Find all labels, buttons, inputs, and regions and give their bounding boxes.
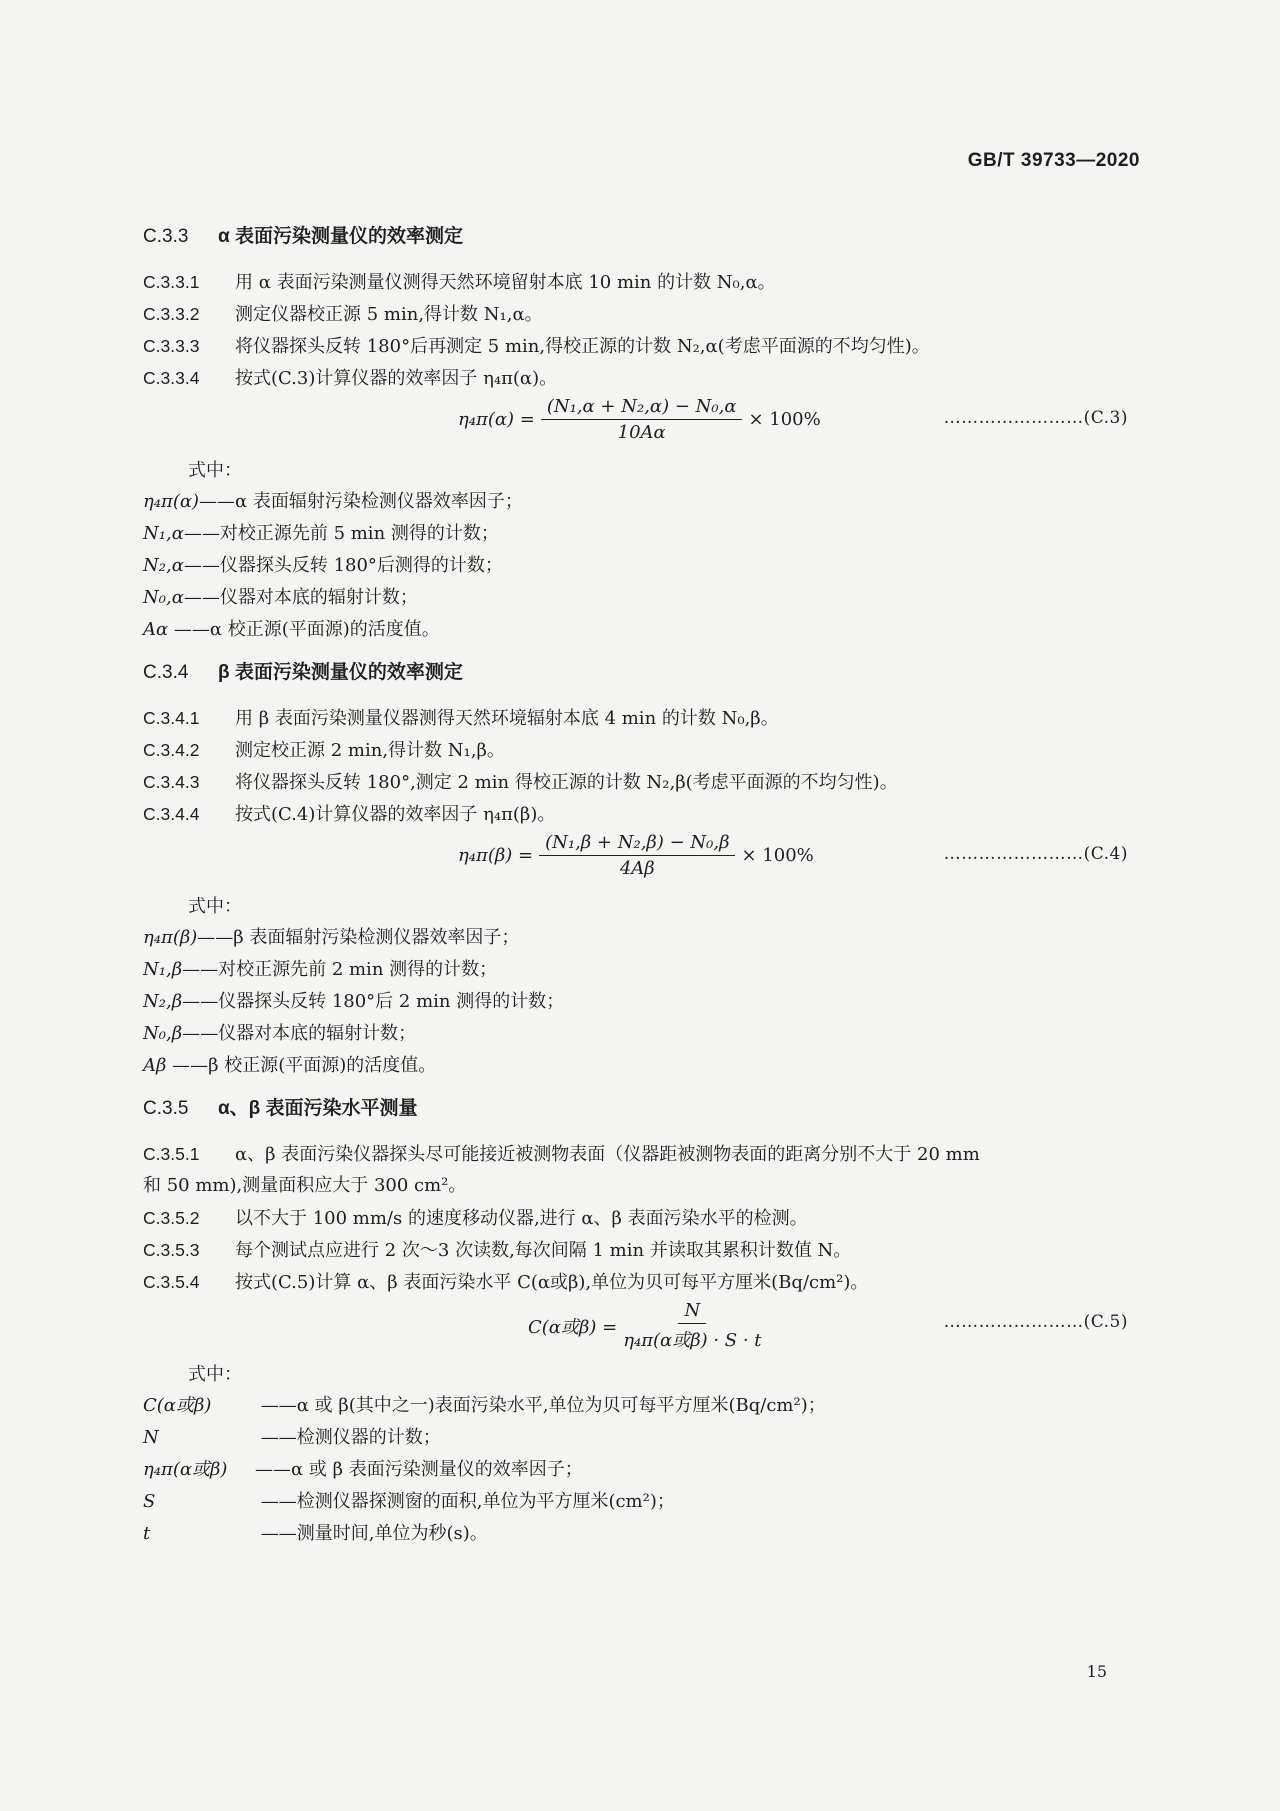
definition <box>143 1018 1140 1050</box>
definition-text: ——α 或 β 表面污染测量仪的效率因子； <box>255 1459 583 1480</box>
section-c33 <box>143 222 1140 646</box>
formula-fraction <box>541 396 743 443</box>
definition-text: ——仪器探头反转 180°后 2 min 测得的计数； <box>182 991 565 1012</box>
equation-number: ……………………(C.4) <box>943 844 1128 864</box>
definition <box>143 614 1140 646</box>
clause <box>143 298 1140 330</box>
definition-text: ——α 校正源(平面源)的活度值。 <box>168 619 440 640</box>
definition <box>143 1454 1140 1486</box>
formula-c5 <box>143 1298 1140 1360</box>
definition <box>143 550 1140 582</box>
section-number: C.3.3 <box>143 226 189 247</box>
clause-number: C.3.5.1 <box>143 1144 200 1164</box>
definition-symbol: N₁,α <box>143 523 184 544</box>
main-content <box>143 222 1140 1562</box>
page-number: 15 <box>1086 1662 1107 1681</box>
definition-text: ——检测仪器的计数； <box>255 1427 441 1448</box>
clause-text: 用 α 表面污染测量仪测得天然环境留射本底 10 min 的计数 N₀,α。 <box>235 272 776 293</box>
section-heading <box>143 658 1140 688</box>
standard-code: GB/T 39733—2020 <box>967 150 1140 171</box>
clause-number: C.3.4.3 <box>143 772 200 792</box>
where-label: 式中： <box>188 460 242 481</box>
clause-number: C.3.3.3 <box>143 336 200 356</box>
where-label: 式中： <box>188 896 242 917</box>
formula-lhs: C(α或β) = <box>528 1317 618 1338</box>
definition-symbol: η₄π(α或β) <box>143 1459 228 1480</box>
definition <box>143 954 1140 986</box>
definition-text: ——α 或 β(其中之一)表面污染水平,单位为贝可每平方厘米(Bq/cm²)； <box>255 1395 826 1416</box>
definition <box>143 582 1140 614</box>
clause-number: C.3.3.1 <box>143 272 200 292</box>
formula-denominator: 10Aα <box>617 422 666 443</box>
formula-denominator: 4Aβ <box>619 858 655 879</box>
definition-text: ——检测仪器探测窗的面积,单位为平方厘米(cm²)； <box>255 1491 675 1512</box>
definition-text: ——对校正源先前 2 min 测得的计数； <box>182 959 498 980</box>
definition-text: ——对校正源先前 5 min 测得的计数； <box>183 523 499 544</box>
formula-fraction <box>623 1300 761 1352</box>
clause <box>143 1266 1140 1298</box>
definition-symbol: C(α或β) <box>143 1395 212 1416</box>
formula-lhs: η₄π(β) = <box>458 845 534 866</box>
clause-number: C.3.4.4 <box>143 804 200 824</box>
clause <box>143 734 1140 766</box>
clause-text: α、β 表面污染仪器探头尽可能接近被测物表面（仪器距被测物表面的距离分别不大于 20 mm <box>235 1144 980 1165</box>
section-c35 <box>143 1094 1140 1550</box>
clause-number: C.3.4.1 <box>143 708 200 728</box>
formula-c3 <box>143 394 1140 456</box>
definition <box>143 1422 1140 1454</box>
definition-symbol: N₂,α <box>143 555 184 576</box>
formula-denominator: η₄π(α或β) · S · t <box>623 1330 762 1351</box>
definition <box>143 1050 1140 1082</box>
clause-text: 用 β 表面污染测量仪器测得天然环境辐射本底 4 min 的计数 N₀,β。 <box>235 708 779 729</box>
clause <box>143 766 1140 798</box>
clause-number: C.3.5.3 <box>143 1240 200 1260</box>
definition-symbol: S <box>143 1491 156 1512</box>
section-heading <box>143 1094 1140 1124</box>
formula-fraction <box>539 832 735 879</box>
clause-text: 测定校正源 2 min,得计数 N₁,β。 <box>235 740 505 761</box>
definition-symbol: t <box>143 1523 151 1544</box>
clause <box>143 330 1140 362</box>
formula-numerator: (N₁,α + N₂,α) − N₀,α <box>541 396 743 420</box>
clause-text: 将仪器探头反转 180°,测定 2 min 得校正源的计数 N₂,β(考虑平面源的不均匀性)。 <box>235 772 898 793</box>
equation-number: ……………………(C.5) <box>943 1312 1128 1332</box>
definition-text: ——测量时间,单位为秒(s)。 <box>255 1523 488 1544</box>
definition <box>143 1486 1140 1518</box>
definition-symbol: η₄π(β) <box>143 927 198 948</box>
clause <box>143 1234 1140 1266</box>
definition-symbol: N₀,β <box>143 1023 183 1044</box>
formula-c4 <box>143 830 1140 892</box>
definition-symbol: Aα <box>143 619 169 640</box>
clause <box>143 362 1140 394</box>
formula-numerator: (N₁,β + N₂,β) − N₀,β <box>539 832 735 856</box>
definition-text: ——β 校正源(平面源)的活度值。 <box>166 1055 437 1076</box>
section-c34 <box>143 658 1140 1082</box>
clause-number: C.3.5.2 <box>143 1208 200 1228</box>
clause-number: C.3.3.2 <box>143 304 200 324</box>
definition-symbol: N <box>143 1427 159 1448</box>
clause-number: C.3.3.4 <box>143 368 200 388</box>
definition-text: ——仪器对本底的辐射计数； <box>183 587 418 608</box>
where-label: 式中： <box>188 1364 242 1385</box>
clause <box>143 1138 1140 1170</box>
clause <box>143 1202 1140 1234</box>
clause-text: 按式(C.3)计算仪器的效率因子 η₄π(α)。 <box>235 368 558 389</box>
definition-symbol: N₂,β <box>143 991 183 1012</box>
clause-continuation: 和 50 mm),测量面积应大于 300 cm²。 <box>143 1175 467 1196</box>
clause-number: C.3.4.2 <box>143 740 200 760</box>
clause <box>143 798 1140 830</box>
section-heading <box>143 222 1140 252</box>
definition <box>143 922 1140 954</box>
definition-text: ——β 表面辐射污染检测仪器效率因子； <box>197 927 520 948</box>
definition-symbol: Aβ <box>143 1055 167 1076</box>
definition-symbol: η₄π(α) <box>143 491 200 512</box>
section-title: β 表面污染测量仪的效率测定 <box>218 662 463 683</box>
section-number: C.3.5 <box>143 1098 189 1119</box>
definition <box>143 1518 1140 1550</box>
clause-number: C.3.5.4 <box>143 1272 200 1292</box>
definition-text: ——仪器对本底的辐射计数； <box>182 1023 417 1044</box>
definition-symbol: N₁,β <box>143 959 183 980</box>
clause <box>143 702 1140 734</box>
clause-text: 按式(C.4)计算仪器的效率因子 η₄π(β)。 <box>235 804 556 825</box>
clause-text: 按式(C.5)计算 α、β 表面污染水平 C(α或β),单位为贝可每平方厘米(Bq/cm²)。 <box>235 1272 869 1293</box>
definition <box>143 518 1140 550</box>
formula-numerator: N <box>678 1300 706 1324</box>
clause <box>143 266 1140 298</box>
definition <box>143 986 1140 1018</box>
definition-text: ——α 表面辐射污染检测仪器效率因子； <box>199 491 523 512</box>
formula-lhs: η₄π(α) = <box>458 409 535 430</box>
definition-text: ——仪器探头反转 180°后测得的计数； <box>183 555 503 576</box>
section-title: α、β 表面污染水平测量 <box>218 1098 418 1119</box>
definition-symbol: N₀,α <box>143 587 184 608</box>
formula-rhs: × 100% <box>748 409 821 430</box>
definition <box>143 1390 1140 1422</box>
definition <box>143 486 1140 518</box>
section-title: α 表面污染测量仪的效率测定 <box>218 226 463 247</box>
formula-rhs: × 100% <box>741 845 814 866</box>
clause-text: 测定仪器校正源 5 min,得计数 N₁,α。 <box>235 304 543 325</box>
clause-text: 以不大于 100 mm/s 的速度移动仪器,进行 α、β 表面污染水平的检测。 <box>235 1208 808 1229</box>
section-number: C.3.4 <box>143 662 189 683</box>
clause-text: 将仪器探头反转 180°后再测定 5 min,得校正源的计数 N₂,α(考虑平面源的不均匀性)。 <box>235 336 930 357</box>
equation-number: ……………………(C.3) <box>943 408 1128 428</box>
clause-text: 每个测试点应进行 2 次～3 次读数,每次间隔 1 min 并读取其累积计数值 N。 <box>235 1240 852 1261</box>
